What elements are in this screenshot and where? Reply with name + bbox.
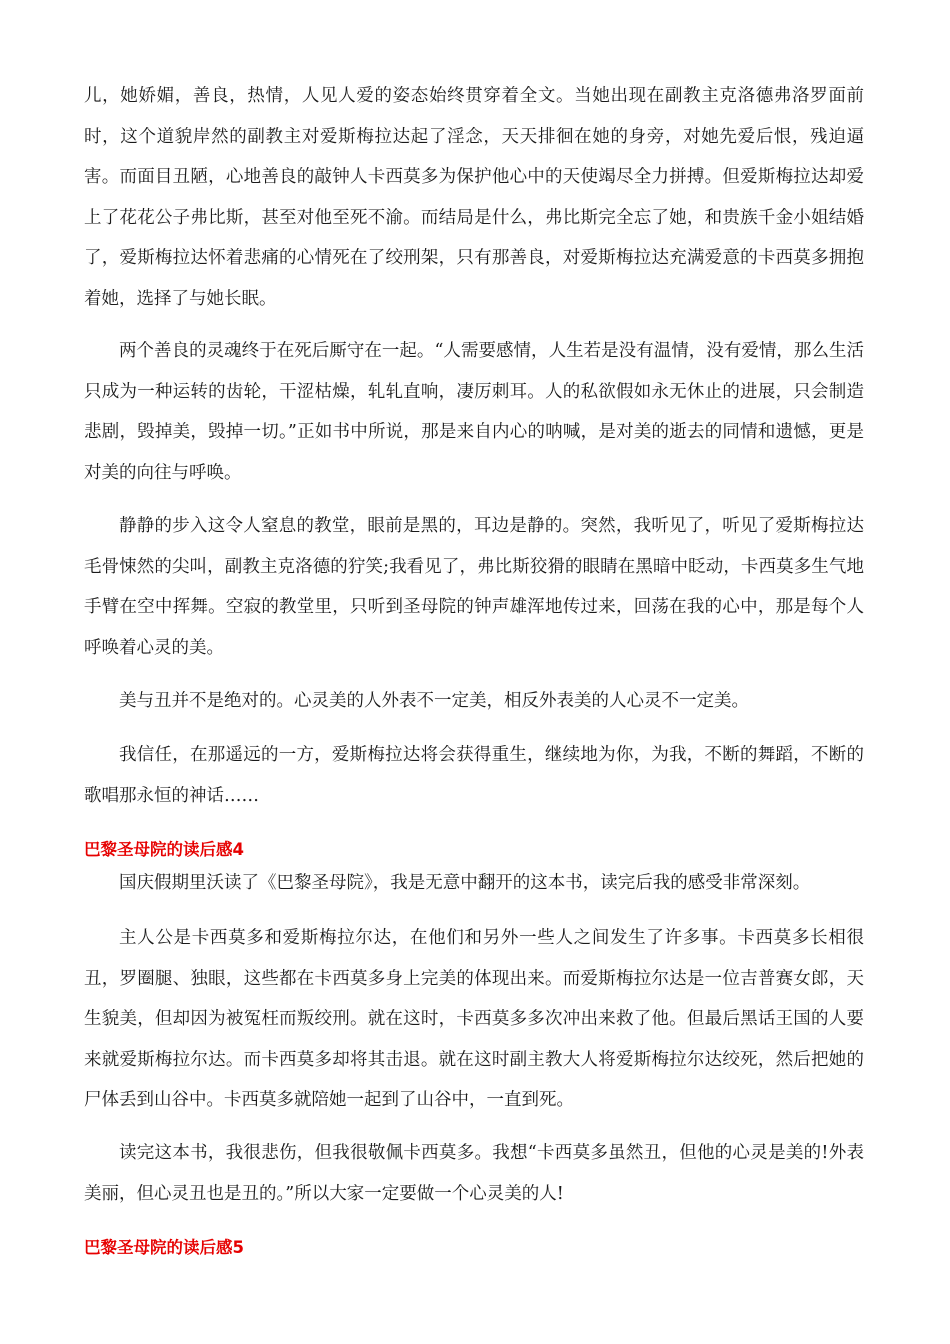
section4-paragraph-1 [84,863,864,904]
section4-paragraph-2 [84,918,864,1121]
paragraph-trust [84,735,864,816]
body-paragraph: 两个善良的灵魂终于在死后厮守在一起。“人需要感情，人生若是没有温情，没有爱情，那么生活只成为一种运转的齿轮，干涩枯燥，轧轧直响，凄厉刺耳。人的私欲假如永无休止的进展，只会制造悲剧，毁掉美，毁掉一切。”正如书中所说，那是来自内心的呐喊，是对美的逝去的同情和遗憾，更是对美的向往与呼唤。 [84,341,864,483]
body-paragraph: 静静的步入这令人窒息的教堂，眼前是黑的，耳边是静的。突然，我听见了，听见了爱斯梅拉达毛骨悚然的尖叫，副教主克洛德的狞笑;我看见了，弗比斯狡猾的眼睛在黑暗中眨动，卡西莫多生气地手臂在空中挥舞。空寂的教堂里，只听到圣母院的钟声雄浑地传过来，回荡在我的心中，那是每个人呼唤着心灵的美。 [84,516,864,658]
paragraph-two-souls [84,331,864,493]
section-heading-4 [84,838,864,862]
body-paragraph: 国庆假期里沃读了《巴黎圣母院》，我是无意中翻开的这本书，读完后我的感受非常深刻。 [119,873,811,893]
paragraph-church [84,506,864,668]
paragraph-continuation [84,76,864,319]
paragraph-beauty [84,681,864,722]
body-paragraph: 主人公是卡西莫多和爱斯梅拉尔达，在他们和另外一些人之间发生了许多事。卡西莫多长相很丑，罗圈腿、独眼，这些都在卡西莫多身上完美的体现出来。而爱斯梅拉尔达是一位吉普赛女郎，天生貌美，但却因为被冤枉而叛绞刑。就在这时，卡西莫多多次冲出来救了他。但最后黑话王国的人要来就爱斯梅拉尔达。而卡西莫多却将其击退。就在这时副主教大人将爱斯梅拉尔达绞死，然后把她的尸体丢到山谷中。卡西莫多就陪她一起到了山谷中，一直到死。 [84,928,864,1110]
section-heading: 巴黎圣母院的读后感5 [84,1238,244,1257]
body-paragraph: 读完这本书，我很悲伤，但我很敬佩卡西莫多。我想“卡西莫多虽然丑，但他的心灵是美的!外表美丽，但心灵丑也是丑的。”所以大家一定要做一个心灵美的人! [84,1143,864,1204]
body-paragraph: 我信任，在那遥远的一方，爱斯梅拉达将会获得重生，继续地为你，为我，不断的舞蹈，不断的歌唱那永恒的神话…… [84,745,864,806]
body-paragraph: 儿，她娇媚，善良，热情，人见人爱的姿态始终贯穿着全文。当她出现在副教主克洛德弗洛罗面前时，这个道貌岸然的副教主对爱斯梅拉达起了淫念，天天排徊在她的身旁，对她先爱后恨，残迫逼害。而面目丑陋，心地善良的敲钟人卡西莫多为保护他心中的天使竭尽全力拼搏。但爱斯梅拉达却爱上了花花公子弗比斯，甚至对他至死不渝。而结局是什么，弗比斯完全忘了她，和贵族千金小姐结婚了，爱斯梅拉达怀着悲痛的心情死在了绞刑架，只有那善良，对爱斯梅拉达充满爱意的卡西莫多拥抱着她，选择了与她长眠。 [84,86,864,309]
body-paragraph: 美与丑并不是绝对的。心灵美的人外表不一定美，相反外表美的人心灵不一定美。 [119,691,749,711]
section-heading-5 [84,1236,864,1260]
section-heading: 巴黎圣母院的读后感4 [84,840,244,859]
section4-paragraph-3 [84,1133,864,1214]
